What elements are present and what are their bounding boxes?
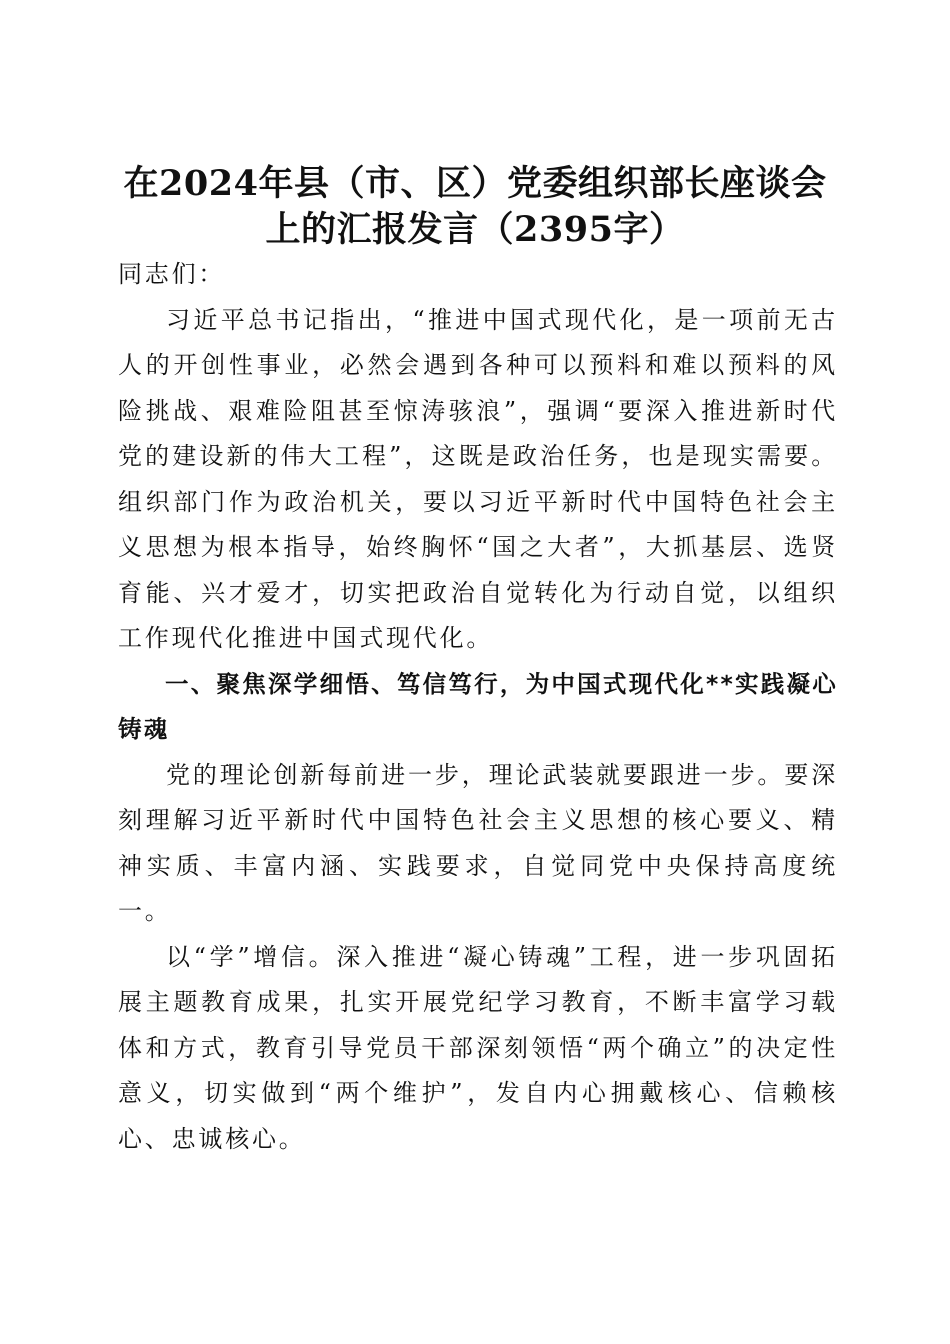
- document-body: [118, 252, 838, 1162]
- document-title: [0, 161, 950, 253]
- title-line-1: 在2024年县（市、区）党委组织部长座谈会: [123, 163, 827, 205]
- paragraph-section1-intro: 党的理论创新每前进一步，理论武装就要跟进一步。要深刻理解习近平新时代中国特色社会主义思想的核心要义、精神实质、丰富内涵、实践要求，自觉同党中央保持高度统一。: [118, 760, 838, 925]
- paragraph-intro: 习近平总书记指出，“推进中国式现代化，是一项前无古人的开创性事业，必然会遇到各种可以预料和难以预料的风险挑战、艰难险阻甚至惊涛骇浪”，强调“要深入推进新时代党的建设新的伟大工程”，这既是政治任务，也是现实需要。组织部门作为政治机关，要以习近平新时代中国特色社会主义思想为根本指导，始终胸怀“国之大者”，大抓基层、选贤育能、兴才爱才，切实把政治自觉转化为行动自觉，以组织工作现代化推进中国式现代化。: [118, 305, 838, 652]
- section-heading-1: 一、聚焦深学细悟、笃信笃行，为中国式现代化**实践凝心铸魂: [118, 669, 838, 743]
- salutation: 同志们：: [118, 260, 226, 288]
- title-line-2: 上的汇报发言（2395字）: [265, 209, 685, 251]
- paragraph-study: 以“学”增信。深入推进“凝心铸魂”工程，进一步巩固拓展主题教育成果，扎实开展党纪学习教育，不断丰富学习载体和方式，教育引导党员干部深刻领悟“两个确立”的决定性意义，切实做到“两个维护”，发自内心拥戴核心、信赖核心、忠诚核心。: [118, 942, 838, 1153]
